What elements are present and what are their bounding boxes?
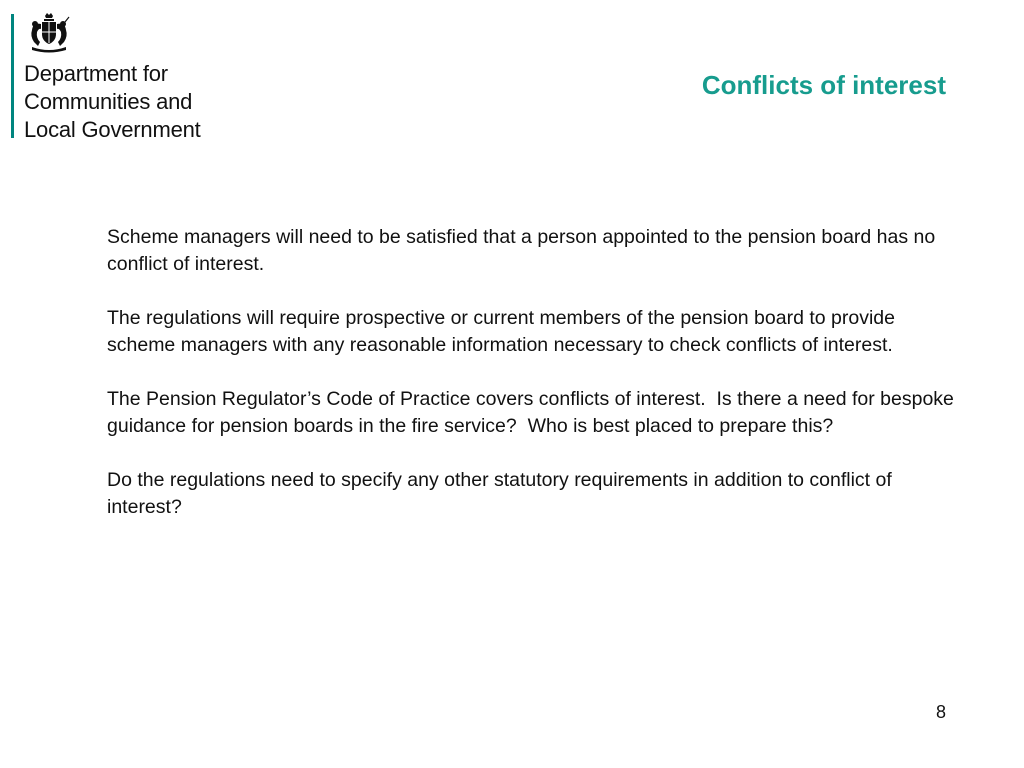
slide-body	[107, 224, 967, 548]
page-number: 8	[935, 702, 946, 722]
body-paragraph: The Pension Regulator’s Code of Practice covers conflicts of interest. Is there a need for bespoke guidance for pension boards in the fire service? Who is best placed to prepare this?	[107, 388, 960, 437]
slide-title: Conflicts of interest	[701, 70, 946, 100]
department-logo	[0, 0, 260, 150]
body-paragraph: Do the regulations need to specify any other statutory requirements in addition to conflict of interest?	[107, 469, 898, 518]
department-name	[24, 60, 201, 144]
department-name-line: Communities and	[24, 89, 193, 114]
department-name-line: Local Government	[24, 117, 201, 142]
royal-crest-icon	[24, 12, 74, 54]
body-paragraph: The regulations will require prospective or current members of the pension board to provide scheme managers with any reasonable information necessary to check conflicts of interest.	[107, 307, 901, 356]
body-paragraph: Scheme managers will need to be satisfied that a person appointed to the pension board has no conflict of interest.	[107, 226, 941, 275]
logo-accent-bar	[11, 14, 14, 138]
department-name-line: Department for	[24, 61, 168, 86]
